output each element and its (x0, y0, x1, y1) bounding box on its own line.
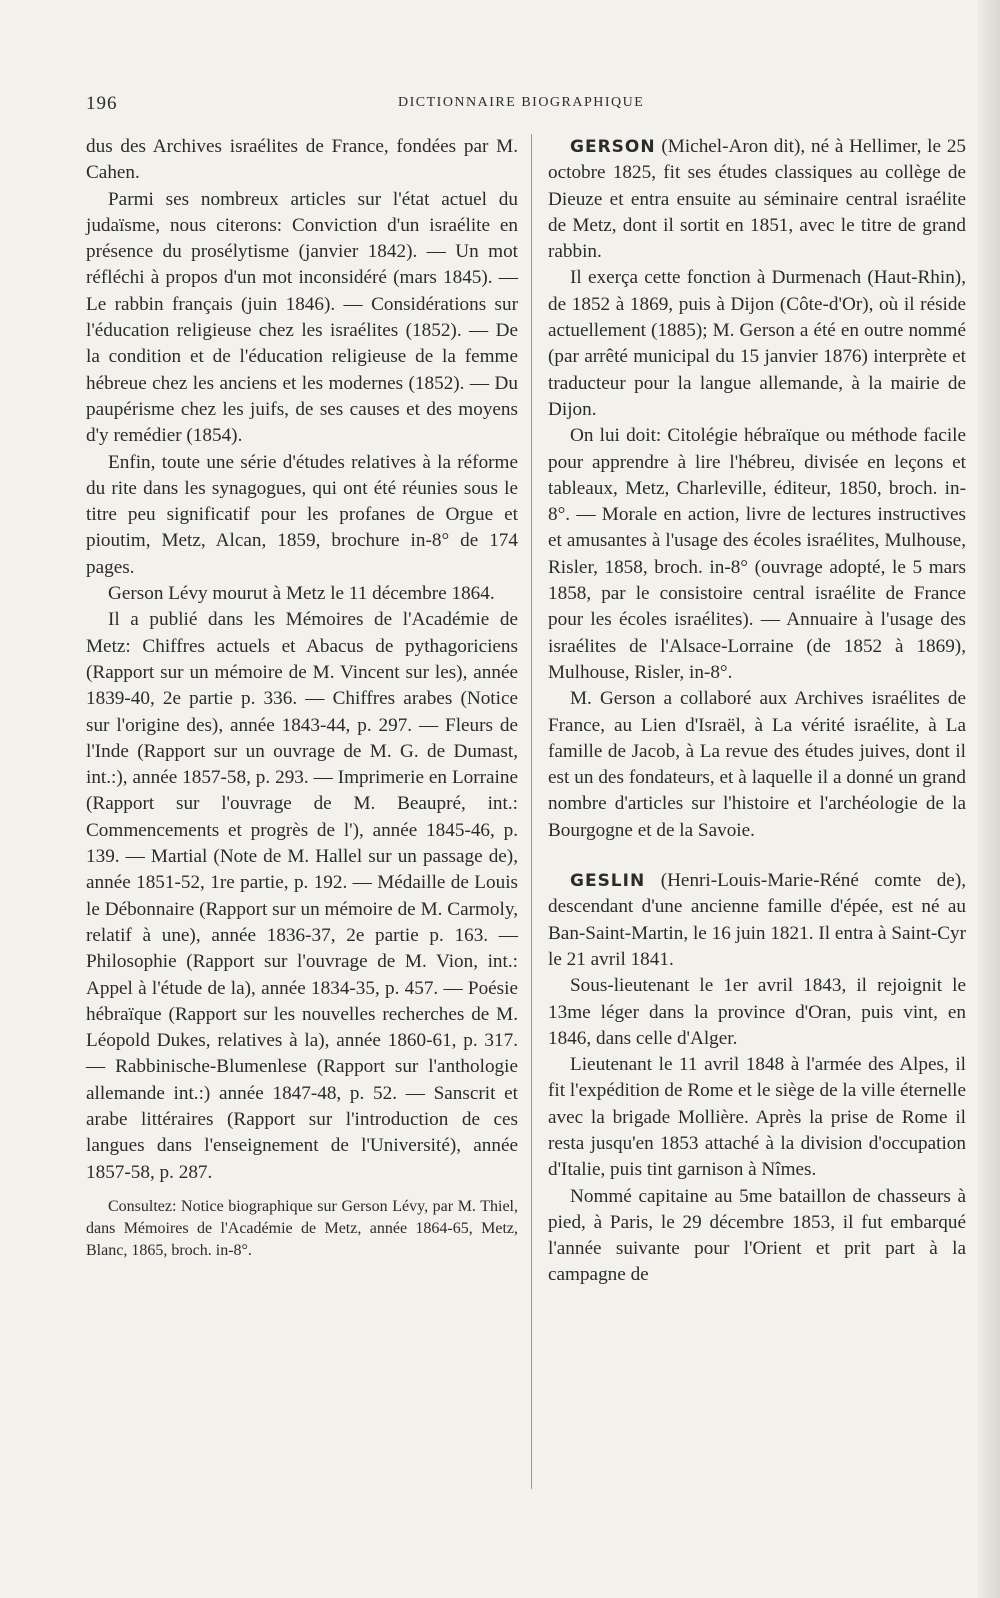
headword: GERSON (570, 137, 656, 157)
paragraph: Lieutenant le 11 avril 1848 à l'armée des Alpes, il fit l'expédition de Rome et le siège de la ville éternelle avec la brigade Mollière. Après la prise de Rome il resta jusqu'en 1853 attaché à la division d'occupation d'Italie, puis tint garnison à Nîmes. (548, 1054, 966, 1181)
paragraph: Parmi ses nombreux articles sur l'état actuel du judaïsme, nous citerons: Conviction d'un israélite en présence du prosélytisme (janvier 1842). — Un mot réfléchi à propos d'un mot inconsidéré (mars 1845). — Le rabbin français (juin 1846). — Considérations sur l'éducation religieuse chez les israélites (1852). — De la condition et de l'éducation religieuse de la femme hébreue chez les anciens et les modernes (1852). — Du paupérisme chez les juifs, de ses causes et des moyens d'y remédier (1854). (86, 188, 518, 447)
page-number: 196 (86, 93, 118, 114)
source-note: Consultez: Notice biographique sur Gerson Lévy, par M. Thiel, dans Mémoires de l'Académie de Metz, année 1864-65, Metz, Blanc, 1865, broch. in-8°. (86, 1197, 518, 1259)
paragraph: Il exerça cette fonction à Durmenach (Haut-Rhin), de 1852 à 1869, puis à Dijon (Côte-d'Or), où il réside actuellement (1885); M. Gerson a été en outre nommé (par arrêté municipal du 15 janvier 1876) interprète et traducteur pour la langue allemande, à la mairie de Dijon. (548, 267, 966, 420)
paragraph: Nommé capitaine au 5me bataillon de chasseurs à pied, à Paris, le 29 décembre 1853, il fut embarqué l'année suivante pour l'Orient et prit part à la campagne de (548, 1185, 966, 1286)
headword: GESLIN (570, 871, 646, 892)
right-column (548, 134, 966, 1289)
paragraph: dus des Archives israélites de France, fondées par M. Cahen. (86, 136, 518, 184)
entry-geslin (548, 868, 966, 973)
paragraph: On lui doit: Citolégie hébraïque ou méthode facile pour apprendre à lire l'hébreu, divisée en leçons et tableaux, Metz, Charleville, éditeur, 1850, broch. in-8°. — Morale en action, livre de lectures instructives et amusantes à l'usage des écoles israélites, Mulhouse, Risler, 1858, broch. in-8° (ouvrage adopté, le 5 mars 1858, par le consistoire central israélite de France pour les écoles israélites). — Annuaire à l'usage des israélites de l'Alsace-Lorraine (de 1852 à 1869), Mulhouse, Risler, in-8°. (548, 425, 966, 683)
paragraph: Gerson Lévy mourut à Metz le 11 décembre 1864. (108, 583, 495, 605)
entry-gerson (548, 134, 966, 265)
paragraph: (Henri-Louis-Marie-Réné comte de), descendant d'une ancienne famille d'épée, est né au Ban-Saint-Martin, le 16 juin 1821. Il entra à Saint-Cyr le 21 avril 1841. (548, 870, 967, 970)
paragraph: Il a publié dans les Mémoires de l'Académie de Metz: Chiffres actuels et Abacus de pythagoriciens (Rapport sur un mémoire de M. Vincent sur les), année 1839-40, 2e partie p. 336. — Chiffres arabes (Notice sur l'origine des), année 1843-44, p. 297. — Fleurs de l'Inde (Rapport sur un ouvrage de M. G. de Dumast, int.:), année 1857-58, p. 293. — Imprimerie en Lorraine (Rapport sur l'ouvrage de M. Beaupré, int.: Commencements et progrès de l'), année 1845-46, p. 139. — Martial (Note de M. Hallel sur un passage de), année 1851-52, 1re partie, p. 192. — Médaille de Louis le Débonnaire (Rapport sur un mémoire de M. Carmoly, relatif à une), année 1836-37, 2e partie p. 163. — Philosophie (Rapport sur l'ouvrage de M. Vion, int.: Appel à l'étude de la), année 1834-35, p. 457. — Poésie hébraïque (Rapport sur les nouvelles recherches de M. Léopold Dukes, relatives à la), année 1860-61, p. 317. — Rabbinische-Blumenlese (Rapport sur l'anthologie allemande int.:) année 1847-48, p. 52. — Sanscrit et arabe littéraires (Rapport sur l'introduction de ces langues dans l'enseignement de l'Université), année 1857-58, p. 287. (86, 609, 518, 1183)
column-divider (531, 134, 532, 1489)
paragraph: (Michel-Aron dit), né à Hellimer, le 25 octobre 1825, fit ses études classiques au collège de Dieuze et entra ensuite au séminaire central israélite de Metz, dont il sortit en 1851, avec le titre de grand rabbin. (548, 136, 967, 263)
paragraph: Sous-lieutenant le 1er avril 1843, il rejoignit le 13me léger dans la province d'Oran, puis vint, en 1846, dans celle d'Alger. (548, 975, 966, 1049)
paragraph: Enfin, toute une série d'études relatives à la réforme du rite dans les synagogues, qui ont été réunies sous le titre peu significatif pour les profanes de Orgue et pioutim, Metz, Alcan, 1859, brochure in-8° de 174 pages. (86, 451, 518, 578)
running-head: DICTIONNAIRE BIOGRAPHIQUE (398, 95, 645, 110)
paragraph: M. Gerson a collaboré aux Archives israélites de France, au Lien d'Israël, à La vérité israélite, à La famille de Jacob, à La revue des études juives, dont il est un des fondateurs, et à laquelle il a donné un grand nombre d'articles sur l'histoire et l'archéologie de la Bourgogne et de la Savoie. (548, 688, 966, 841)
page-edge (978, 0, 1000, 1598)
left-column (86, 134, 518, 1262)
